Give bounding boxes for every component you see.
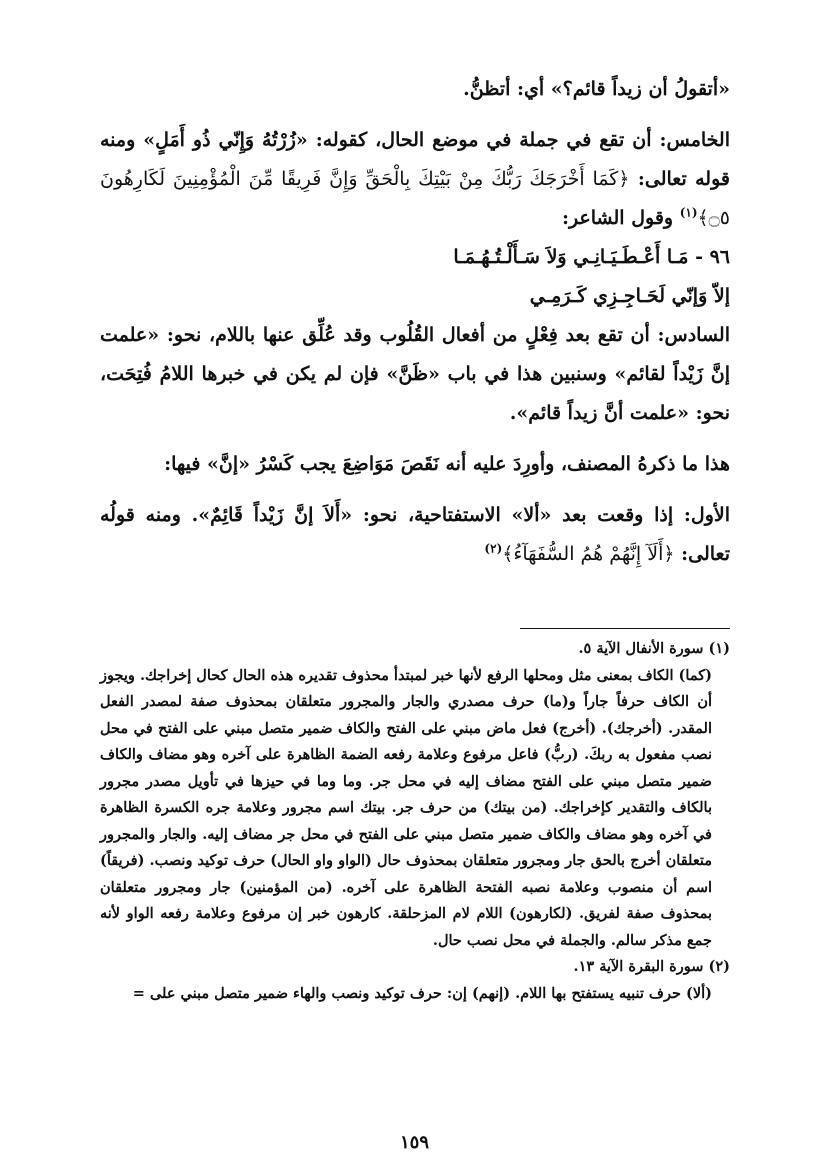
poem-verse-second-hemistich: إلاّ وَإنّي لَحَـاجِـزِي كَـرَمِـي [529, 285, 730, 307]
fifth-text: أن تقع في جملة في موضع الحال، كقوله: «زُرْتُهُ وَإِنّي ذُو أَمَلٍ» ومنه قوله تعالى: [100, 129, 730, 190]
footnotes [100, 636, 730, 1007]
sixth-paragraph [100, 316, 730, 433]
footnote-ref-1: (١) [679, 205, 698, 220]
fifth-paragraph [100, 121, 730, 238]
summary-line: هذا ما ذكرهُ المصنف، وأورِدَ عليه أنه نَقَصَ مَوَاضِعَ يجب كَسْرُ «إنَّ» فيها: [164, 453, 730, 475]
footnote-1-title: (١) سورة الأنفال الآية ٥. [578, 640, 730, 657]
first-text: إذا وقعت بعد «ألا» الاستفتاحية، نحو: «أَلاَ إنَّ زَيْداً قَائِمٌ». ومنه قولُه تعالى: [100, 504, 730, 565]
first-heading: الأول: [683, 504, 730, 526]
footnote-2-body: (ألا) حرف تنبيه يستفتح بها اللام. (إنهم) إن: حرف توكيد ونصب والهاء ضمير متصل مبني على = [132, 984, 712, 1002]
main-text [100, 70, 730, 574]
page-body [100, 70, 730, 1002]
sixth-text: أن تقع بعد فِعْلٍ من أفعال القُلُوب وقد عُلِّق عنها باللام، نحو: «علمت إنَّ زَيْداً لقائم» وسنبين هذا في باب «ظَنَّ» فإن لم يكن في خبرها اللامُ فُتِحَت، نحو: «علمت أنَّ زيداً قائم». [100, 324, 730, 424]
fifth-heading: الخامس: [659, 129, 730, 151]
sixth-heading: السادس: [657, 324, 730, 346]
intro-line: «أتقولُ أن زيداً قائم؟» أي: أتظنُّ. [463, 78, 730, 100]
footnote-separator [520, 628, 730, 629]
quran-verse-baqara: ﴿أَلَآ إِنَّهُمْ هُمُ السُّفَهَآءُ﴾ [502, 543, 675, 565]
first-paragraph [100, 496, 730, 574]
fifth-tail: وقول الشاعر: [561, 207, 680, 229]
footnote-1-body: (كما) الكاف بمعنى مثل ومحلها الرفع لأنها خبر لمبتدأ محذوف تقديره هذه الحال كحال إخراجك. ويجوز أن الكاف حرفاً جاراً و(ما) حرف مصدري والجار والمجرور متعلقان بمحذوف صفة لمصدر الفعل المقدر. (أخرجك). (أخرج) فعل ماض مبني على الفتح والكاف ضمير متصل مبني على الفتح في محل نصب مفعول به ربكَ. (ربُّ) فاعل مرفوع وعلامة رفعه الضمة الظاهرة على آخره وهو مضاف والكاف ضمير متصل مبني على الفتح مضاف إليه في محل جر. وما وما في حيزها في تأويل مصدر مجرور بالكاف والتقدير كإخراجك. (من بيتك) من حرف جر. بيتك اسم مجرور وعلامة جره الكسرة الظاهرة في آخره وهو مضاف والكاف ضمير متصل مبني على الفتح في محل جر مضاف إليه. والجار والمجرور متعلقان أخرج بالحق جار ومجرور متعلقان بمحذوف حال (الواو واو الحال) حرف توكيد ونصب. (فريقاً) اسم أن منصوب وعلامة نصبه الفتحة الظاهرة على آخره. (من المؤمنين) جار ومجرور متعلقان بمحذوف صفة لفريق. (لكارهون) اللام لام المزحلقة. كارهون خبر إن مرفوع وعلامة رفعه الواو لأنه جمع مذكر سالم. والجملة في محل نصب حال. [100, 666, 712, 949]
quran-verse-anfal: ﴿كَمَا أَخْرَجَكَ رَبُّكَ مِنْ بَيْتِكَ بِالْحَقِّ وَإِنَّ فَرِيقًا مِّنَ الْمُؤْمِنِينَ لَكَارِهُونَ ۝٥﴾ [100, 168, 730, 229]
poem-verse-first-hemistich: ٩٦ - مَـا أَعْـطَـيَـانِـي وَلاَ سَـأَلْـتُـهُـمَـا [453, 246, 730, 268]
page-number: ١٥٩ [399, 1132, 429, 1153]
footnote-2-title: (٢) سورة البقرة الآية ١٣. [573, 958, 730, 975]
footnote-ref-2: (٢) [484, 541, 503, 556]
